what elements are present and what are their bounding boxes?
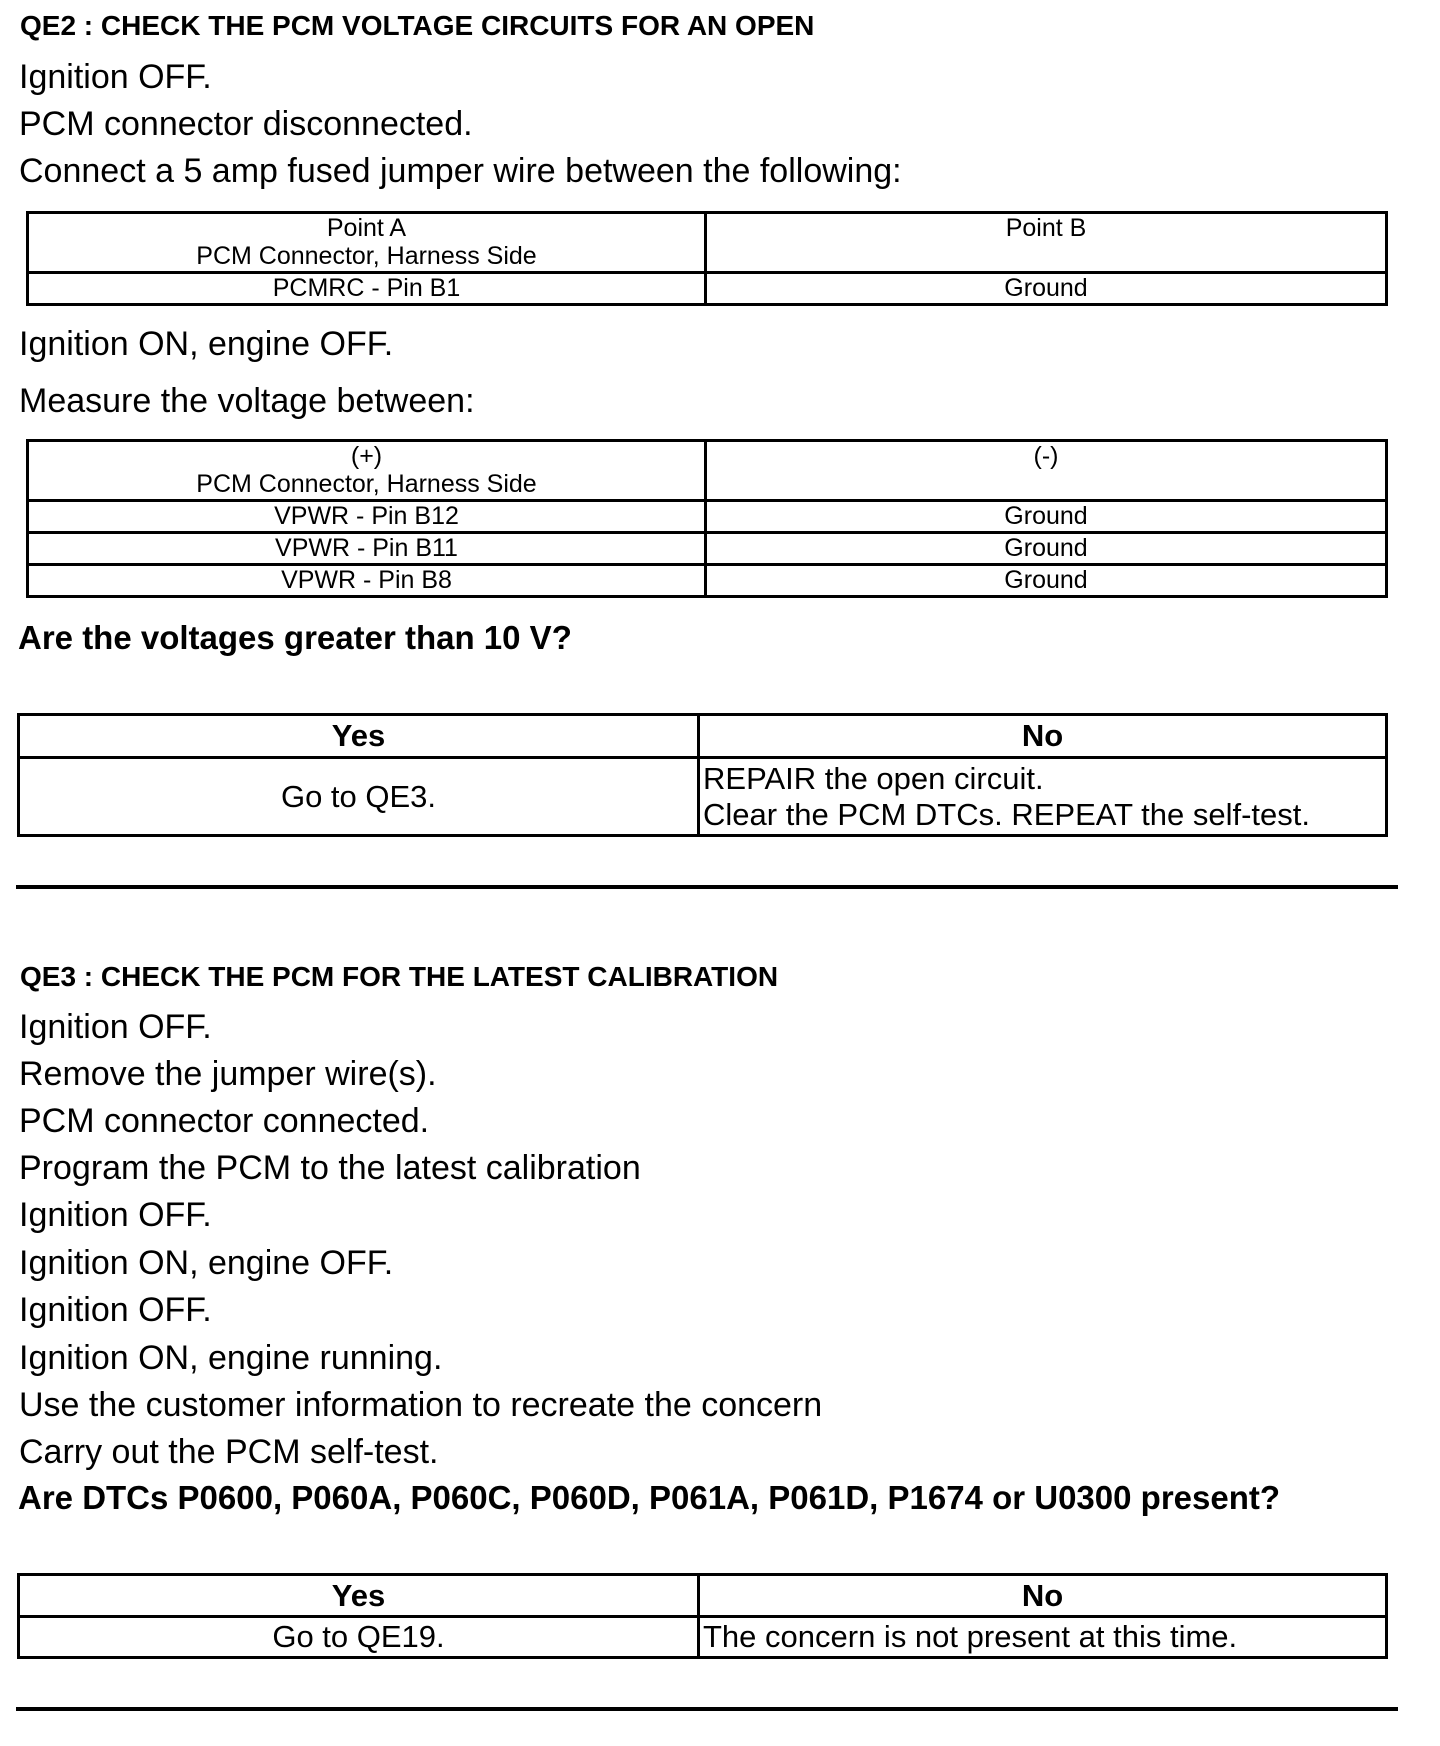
qe3-step-2: Remove the jumper wire(s). — [19, 1055, 437, 1093]
table-cell: VPWR - Pin B11 — [28, 533, 706, 565]
point-b-header: Point B — [706, 213, 1387, 273]
table-header-row — [28, 441, 1387, 501]
table-row — [28, 533, 1387, 565]
measure-table — [26, 439, 1388, 598]
qe2-question: Are the voltages greater than 10 V? — [18, 619, 572, 656]
section-divider — [16, 885, 1398, 889]
qe2-step-1: Ignition OFF. — [19, 58, 212, 96]
table-cell: Ground — [706, 565, 1387, 597]
no-line-1: REPAIR the open circuit. — [703, 760, 1044, 796]
qe3-step-5: Ignition OFF. — [19, 1196, 212, 1234]
qe3-question: Are DTCs P0600, P060A, P060C, P060D, P061A, P061D, P1674 or U0300 present? — [18, 1479, 1281, 1516]
qe3-step-1: Ignition OFF. — [19, 1008, 212, 1046]
qe2-step-2: PCM connector disconnected. — [19, 105, 473, 143]
yes-header: Yes — [19, 1575, 699, 1617]
minus-header: (-) — [706, 441, 1387, 501]
qe2-step-5: Measure the voltage between: — [19, 382, 475, 420]
qe2-step-3: Connect a 5 amp fused jumper wire between the following: — [19, 152, 902, 190]
table-cell: PCMRC - Pin B1 — [28, 273, 706, 305]
no-header: No — [699, 1575, 1387, 1617]
header-line: (+) — [350, 442, 383, 470]
qe3-step-8: Ignition ON, engine running. — [19, 1339, 443, 1377]
table-cell: Ground — [706, 533, 1387, 565]
section-divider — [16, 1707, 1398, 1711]
qe2-answer-table — [17, 713, 1388, 837]
qe3-step-6: Ignition ON, engine OFF. — [19, 1244, 394, 1282]
header-subline: PCM Connector, Harness Side — [196, 470, 537, 498]
table-cell: Ground — [706, 501, 1387, 533]
qe3-heading: QE3 : CHECK THE PCM FOR THE LATEST CALIBRATION — [20, 961, 779, 992]
qe3-step-3: PCM connector connected. — [19, 1102, 430, 1140]
yes-header: Yes — [19, 715, 699, 758]
qe3-step-10: Carry out the PCM self-test. — [19, 1433, 439, 1471]
plus-header — [28, 441, 706, 501]
yes-cell: Go to QE3. — [19, 758, 699, 836]
no-header: No — [699, 715, 1387, 758]
qe3-answer-table — [17, 1573, 1388, 1659]
qe3-step-4: Program the PCM to the latest calibration — [19, 1149, 641, 1187]
table-row — [28, 273, 1387, 305]
qe2-heading: QE2 : CHECK THE PCM VOLTAGE CIRCUITS FOR AN OPEN — [20, 10, 815, 41]
point-a-header — [28, 213, 706, 273]
answer-row — [19, 758, 1387, 836]
yes-cell: Go to QE19. — [19, 1617, 699, 1658]
table-cell: VPWR - Pin B12 — [28, 501, 706, 533]
no-cell — [699, 758, 1387, 836]
table-row — [28, 565, 1387, 597]
table-cell: Ground — [706, 273, 1387, 305]
header-line: Point A — [326, 214, 407, 242]
qe2-step-4: Ignition ON, engine OFF. — [19, 325, 394, 363]
qe3-step-7: Ignition OFF. — [19, 1291, 212, 1329]
qe3-step-9: Use the customer information to recreate the concern — [19, 1386, 823, 1424]
header-subline: PCM Connector, Harness Side — [196, 242, 537, 270]
answer-row — [19, 1617, 1387, 1658]
answer-header-row — [19, 715, 1387, 758]
no-cell: The concern is not present at this time. — [699, 1617, 1387, 1658]
jumper-table — [26, 211, 1388, 306]
table-cell: VPWR - Pin B8 — [28, 565, 706, 597]
answer-header-row — [19, 1575, 1387, 1617]
table-header-row — [28, 213, 1387, 273]
no-line-2: Clear the PCM DTCs. REPEAT the self-test. — [703, 796, 1310, 832]
table-row — [28, 501, 1387, 533]
